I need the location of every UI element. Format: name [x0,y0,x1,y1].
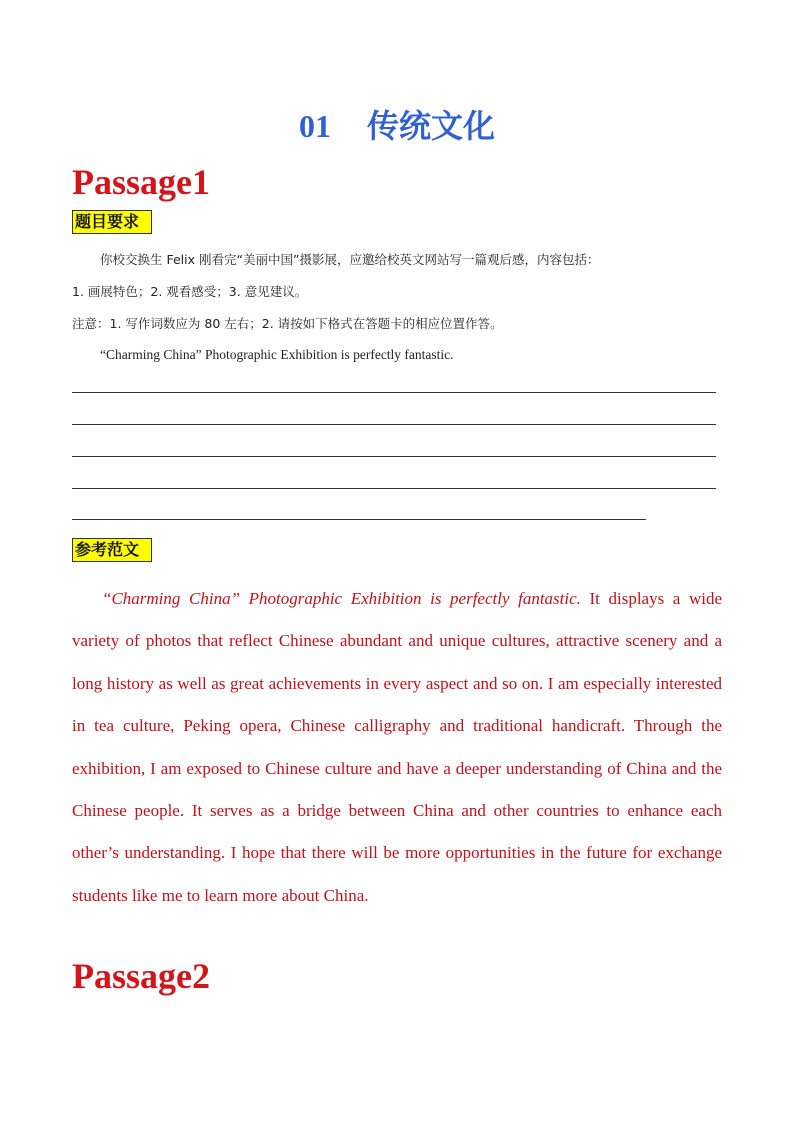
passage2-heading: Passage2 [72,956,210,996]
prompt-line-2: 1. 画展特色；2. 观看感受；3. 意见建议。 [72,284,308,299]
prompt-line-3: 注意：1. 写作词数应为 80 左右；2. 请按如下格式在答题卡的相应位置作答。 [72,316,503,331]
prompt-line-1: 你校交换生 Felix 刚看完“美丽中国”摄影展，应邀给校英文网站写一篇观后感，内容包括： [100,252,600,267]
essay-body: It displays a wide variety of photos that reflect Chinese abundant and unique cultures, attractive scenery and a long history as well as great achievements in every aspect and so on. I am especially interested in tea culture, Peking opera, Chinese calligraphy and traditional handicraft. Through the exhibition, I am exposed to Chinese culture and have a deeper understanding of China and the Chinese people. It serves as a bridge between China and other countries to enhance each other’s understanding. I hope that there will be more opportunities in the future for exchange students like me to learn more about China. [72,589,722,905]
prompt-start-sentence: “Charming China” Photographic Exhibition is perfectly fantastic. [100,347,454,362]
page-title [0,106,794,146]
requirements-tag: 题目要求 [72,210,152,234]
answer-line [72,488,716,489]
answer-line [72,392,716,393]
answer-line [72,424,716,425]
essay-lead: “Charming China” Photographic Exhibition is perfectly fantastic. [102,589,581,608]
passage1-heading: Passage1 [72,162,210,202]
title-number: 01 [298,108,331,144]
model-essay [72,578,722,917]
model-essay-tag: 参考范文 [72,538,152,562]
title-text: 传统文化 [366,108,495,144]
answer-line [72,456,716,457]
answer-line [72,519,646,520]
